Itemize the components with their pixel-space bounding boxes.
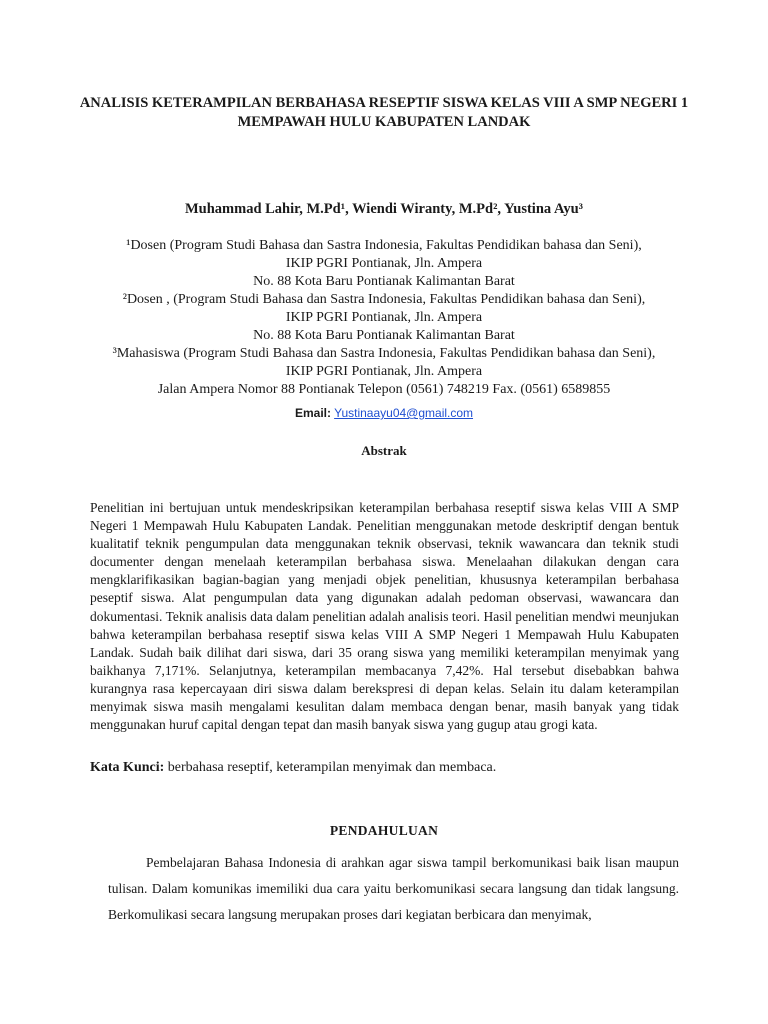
email-label: Email: xyxy=(294,406,331,420)
abstract-text: Penelitian ini bertujuan untuk mendeskripsikan keterampilan berbahasa reseptif siswa kelas VIII A SMP Negeri 1 Mempawah Hulu Kabupaten Landak. Penelitian menggunakan metode deskriptif dengan bentuk kualitatif teknik pengumpulan data menggunakan teknik observasi, teknik wawancara dan teknik studi documenter dengan menelaah keterampilan berbahasa siswa. Menelaahan dilakukan dengan cara mengklarifikasikan bagian-bagian yang menjadi objek penelitian, khususnya keterampilan berbahasa peseptif siswa. Alat pengumpulan data yang digunakan adalah pedoman observasi, wawancara dan dokumentasi. Teknik analisis data dalam penelitian adalah analisis teori. Hasil penelitian mendwi meunjukan bahwa keterampilan berbahasa reseptif siswa kelas VIII A SMP Negeri 1 Mempawah Hulu Kabupaten Landak. Sudah baik dilihat dari siswa, dari 35 orang siswa yang memiliki keterampilan menyimak yang baikhanya 7,171%. Selanjutnya, keterampilan membacanya 7,42%. Hal tersebut disebabkan bahwa kurangnya rasa kepercayaan diri siswa dalam berekspresi di depan kelas. Selain itu dalam keterampilan menyimak siswa masih mengalami kesulitan dalam membaca dengan benar, masih banyak yang tidak menggunakan huruf capital dengan tepat dan masih banyak siswa yang gugup atau grogi kata. xyxy=(90,500,679,733)
keywords-line xyxy=(90,760,679,776)
keywords-label: Kata Kunci: xyxy=(90,760,165,775)
affiliation-line: No. 88 Kota Baru Pontianak Kalimantan Barat xyxy=(253,328,515,343)
section-heading-pendahuluan: PENDAHULUAN xyxy=(329,823,439,838)
affiliation-line: IKIP PGRI Pontianak, Jln. Ampera xyxy=(285,364,483,379)
author-list: Muhammad Lahir, M.Pd¹, Wiendi Wiranty, M.Pd², Yustina Ayu³ xyxy=(184,201,584,217)
email-link[interactable]: Yustinaayu04@gmail.com xyxy=(334,406,474,420)
affiliation-line: ²Dosen , (Program Studi Bahasa dan Sastra Indonesia, Fakultas Pendidikan bahasa dan Seni), xyxy=(122,292,646,307)
affiliation-line: ³Mahasiswa (Program Studi Bahasa dan Sastra Indonesia, Fakultas Pendidikan bahasa dan Seni), xyxy=(112,346,656,361)
keywords-text: berbahasa reseptif, keterampilan menyimak dan membaca. xyxy=(167,760,497,775)
paper-title: ANALISIS KETERAMPILAN BERBAHASA RESEPTIF SISWA KELAS VIII A SMP NEGERI 1 MEMPAWAH HULU KABUPATEN LANDAK xyxy=(79,95,689,130)
abstract-heading: Abstrak xyxy=(361,443,407,458)
affiliations xyxy=(60,237,708,399)
introduction-paragraph: Pembelajaran Bahasa Indonesia di arahkan agar siswa tampil berkomunikasi baik lisan maupun tulisan. Dalam komunikas imemiliki dua cara yaitu berkomunikasi secara langsung dan tidak langsung. Berkomulikasi secara langsung merupakan proses dari kegiatan berbicara dan menyimak, xyxy=(108,855,679,922)
email-line xyxy=(60,406,708,420)
affiliation-line: IKIP PGRI Pontianak, Jln. Ampera xyxy=(285,256,483,271)
affiliation-line: ¹Dosen (Program Studi Bahasa dan Sastra Indonesia, Fakultas Pendidikan bahasa dan Seni), xyxy=(126,238,642,253)
affiliation-line: No. 88 Kota Baru Pontianak Kalimantan Barat xyxy=(253,274,515,289)
affiliation-line: IKIP PGRI Pontianak, Jln. Ampera xyxy=(285,310,483,325)
affiliation-line: Jalan Ampera Nomor 88 Pontianak Telepon (0561) 748219 Fax. (0561) 6589855 xyxy=(157,382,611,397)
